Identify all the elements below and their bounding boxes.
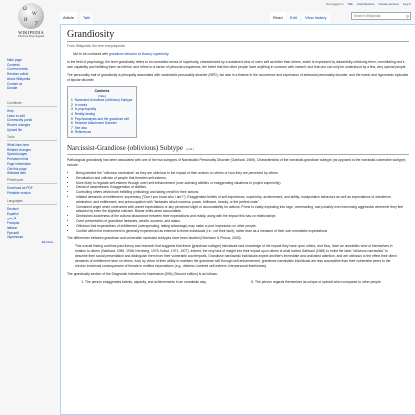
tab-article[interactable]: Article [60,12,77,24]
toc-item-number: 5 [71,116,73,121]
section-title: Narcissist-Grandiose (oblivious) Subtype [67,143,183,152]
din-criteria [67,280,409,285]
toc-item-label: Psychoanalysis and the grandiose self [74,116,130,121]
intro-paragraph: In the field of psychology, the term grandiosity refers to an unrealistic sense of superiority, characterized by a sustained view of one's self as better than others, which is expressed by disdainfully criticizing them, overinflating one's own capability and belittling them as inferior; and refers to a sense of personal uniqueness, the belief that few other people have anything in common with oneself, and that one can only be understood by a few, very special people. [67,60,407,69]
toc-item-number: 3 [71,107,73,112]
nav-head-print: Print/export [7,178,57,184]
search-input[interactable] [351,12,411,20]
toc-item-label: In psychopathy [74,107,97,112]
toc-item-number: 8 [71,130,73,135]
globe-icon: Ω W И ア [18,3,44,29]
toc-item-label: See also [74,125,88,130]
article-content [60,24,415,415]
sidebar-item-tools-4[interactable]: Page information [7,161,32,166]
sidebar-item-contribute-4[interactable]: Upload file [7,127,23,132]
toc-hide-link[interactable]: [hide] [98,93,106,98]
block-quote: This overall finding confirms past theory and research that suggests that these [grandiose subtype] individuals lack knowledge of the impact they have upon others, and thus, have an unrealistic view of themselves in relation to others (Gabbard, 1989, 1998; Kernberg, 1975; Kohut, 1971, 1977). Indeed, the very lack of insight into their impact upon others is what incited Gabbard (1989) to enlist the label "oblivious narcissists" to describe their social presentation and distinguish them from their vulnerable counterparts. Grandiose narcissistic individuals expect another's immediate and undivided attention, and are oblivious to the effect their direct demands of entitlement have on others. And, by virtue of their ability to maintain the grandiose self through self-enhancement, grandiose narcissistic individuals are less susceptible than their vulnerable peers to the chronic emotional consequences of threats to entitled expectations (e.g., distress, lowered self-esteem, interpersonal fearfulness). [75,244,397,269]
sidebar-item-contribute-0[interactable]: Help [7,109,14,113]
sidebar-item-main-2[interactable]: Current events [7,67,28,72]
nav-head-contribute: Contribute [7,101,57,107]
characteristics-list [67,171,409,233]
link-illusory-superiority[interactable]: illusory superiority [141,52,169,56]
list-item: • Diminished awareness of the cultural dissonance between their expectations and reality, along with the impact this has on relationships [76,214,409,219]
section-edit-link[interactable]: [ edit ] [185,146,195,151]
nav-head-tools: Tools [7,135,57,141]
tab-edit[interactable]: Edit [287,12,300,24]
page-title: Grandiosity [67,28,409,42]
personal-link-1[interactable]: Talk [347,2,353,6]
din-item: 6. The person regards themselves as unique or special when compared to other people. [255,280,409,285]
nav-tools [7,132,57,176]
sidebar-item-tools-0[interactable]: What links here [7,143,29,147]
hatnote-text: . [168,52,170,56]
toc-item-number: 6 [71,121,73,126]
table-of-contents [67,86,137,138]
nav-languages [7,196,57,245]
edit-links[interactable]: Edit links [41,239,53,244]
list-item: • Overt presentation of grandiose fantasies, wealth, success, and status. [76,219,409,224]
sidebar-item-language-4[interactable]: Italiano [7,225,18,230]
hatnote-text: or [136,52,142,56]
sidebar-item-language-0[interactable]: Deutsch [7,207,19,211]
hatnote [67,52,409,57]
sidebar-item-main-3[interactable]: Random article [7,72,29,77]
personal-link-3[interactable]: Create account [378,2,399,6]
sidebar-item-print-1[interactable]: Printable version [7,190,31,195]
nav-main [7,58,57,91]
hatnote-text: Not to be confused with [73,52,109,56]
tab-read[interactable]: Read [270,12,286,24]
list-item: • Controlling others whilst both belittling (criticizing) and taking credit for their actions. [76,190,409,195]
toc-item-label: Narcissist-Grandiose (oblivious) Subtype [74,98,133,103]
wikipedia-logo[interactable] [12,3,50,43]
toc-item-label: In mania [74,102,88,107]
section-heading [67,144,409,155]
sidebar-item-language-2[interactable]: فارسی [7,216,17,221]
page-subtitle: From Wikipedia, the free encyclopedia [67,44,125,48]
toc-item-number: 2 [71,102,73,107]
nav-contribute [7,98,57,133]
sidebar-item-language-1[interactable]: Español [7,211,19,216]
list-item: • Consistent anger when confronted with unmet expectations or any perceived slight or accountability for actions. Prone to easily exploding into rage, overreacting, and possibly even becoming aggressive whenever they feel attacked by even the slightest criticism. Blame shifts when accountable. [76,205,409,215]
tab-view-history[interactable]: View history [302,12,330,24]
section-paragraph-3: The grandiosity section of the Diagnostic Interview for Narcissism (DIN) (Second edition) is as follows: [67,272,218,277]
sidebar-item-main-0[interactable]: Main page [7,58,22,62]
sidebar-item-print-0[interactable]: Download as PDF [7,186,33,190]
personal-link-0[interactable]: Not logged in [325,2,344,6]
toc-title-text: Contents [94,89,110,93]
toc-item-number: 1 [71,98,73,103]
sidebar-item-tools-5[interactable]: Cite this page [7,166,27,171]
personal-link-2[interactable]: Contributions [356,2,375,6]
intro-paragraph-2: The personality trait of grandiosity is principally associated with narcissistic personality disorder (NPD), but also is a feature in the occurrence and expression of antisocial personality disorder, and the manic and hypomanic episodes of bipolar disorder. [67,73,409,82]
list-item: • More likely to regulate self-esteem through overt self-enhancement (over-claiming abilities or exaggerating situations to project superiority) [76,181,409,186]
sidebar-item-language-6[interactable]: Українська [7,235,23,240]
sidebar-item-contribute-3[interactable]: Recent changes [7,123,31,128]
sidebar-item-contribute-1[interactable]: Learn to edit [7,113,25,118]
list-item: • Conflict within the environment is generally experienced as external to these individuals (i.e., not their fault), rather than as a measure of their own unrealistic expectations [76,229,409,234]
personal-link-4[interactable]: Log in [402,2,411,6]
sidebar-item-main-6[interactable]: Donate [7,86,18,91]
list-item: • Oblivious that expectations of entitlement (overspending, taking advantage) may make a poor impression on other people. [76,224,409,229]
toc-item[interactable] [71,130,133,135]
search-placeholder: Search Wikipedia [354,14,381,18]
sidebar-item-tools-2[interactable]: Special pages [7,152,28,157]
section-paragraph: Pathological grandiosity has been associated with one of the two subtypes of Narcissistic Personality Disorder (Gabbard, 1989). Characteristics of the narcissist-grandiose subtype (as opposed to the narcissist-vulnerable subtype) include: [67,157,406,167]
nav-print [7,175,57,195]
search-icon[interactable]: ⚲ [406,14,409,19]
site-name: WIKIPEDIA [17,30,45,35]
list-item: • Devaluation and criticism of people that threaten self-esteem. [76,176,409,181]
din-item: 1. The person exaggerates talents, capacity, and achievements in an unrealistic way. [85,280,239,285]
nav-head-languages: Languages [7,199,57,205]
link-grandiose-delusion[interactable]: grandiose delusion [108,52,137,56]
personal-tools [322,2,411,6]
sidebar-item-main-4[interactable]: About Wikipedia [7,76,31,81]
list-item: • Denial of weaknesses. Exaggeration of abilities. [76,185,409,190]
toc-item-number: 4 [71,111,73,116]
toc-title [71,89,133,98]
toc-item-label: References [74,130,92,135]
sidebar-item-tools-3[interactable]: Permanent link [7,157,29,162]
section-paragraph-2: The differences between grandiose and vulnerable narcissist subtypes have been studied (Dickinson & Pincus, 2003): [67,236,242,241]
list-item: • Inflated demands of entitlement, supremacy ("Don't you know who I am?"). Exaggerated beliefs of self-importance, superiority, achievement, and ability; manipulative behaviors as well as expectations of obedience, admiration, and entitlement; and preoccupation with "fantasies about success, power, brilliance, beauty, or the perfect mate". [76,195,409,205]
site-tagline: The Free Encyclopedia [18,35,44,38]
sidebar-item-language-3[interactable]: Français [7,221,20,226]
toc-item-label: Reactive Attachment Disorder [74,121,117,126]
sidebar-item-main-5[interactable]: Contact us [7,81,23,86]
toc-item-number: 7 [71,125,73,130]
sidebar-item-main-1[interactable]: Contents [7,62,20,67]
toc-item-label: Reality-testing [74,111,95,116]
sidebar-item-tools-6[interactable]: Wikidata item [7,171,27,176]
tab-talk[interactable]: Talk [80,12,93,24]
sidebar-item-contribute-2[interactable]: Community portal [7,118,32,123]
sidebar [0,0,60,415]
sidebar-item-language-5[interactable]: Русский [7,230,19,235]
list-item: • Being labeled the "oblivious narcissists" as they are oblivious to the impact of their actions on others or how they are perceived by others. [76,171,409,176]
sidebar-item-tools-1[interactable]: Related changes [7,147,31,152]
